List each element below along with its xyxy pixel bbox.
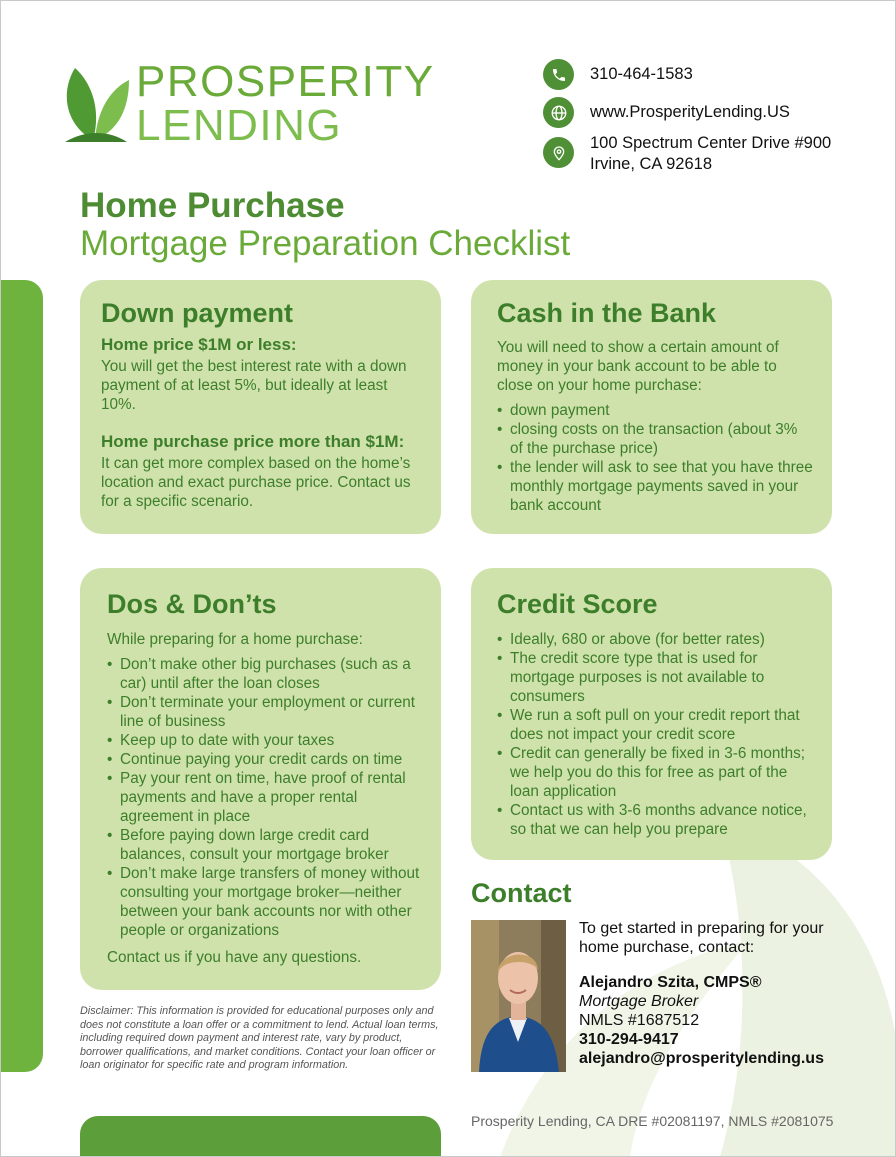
header-phone[interactable]: 310-464-1583 (590, 65, 693, 83)
page-title: Home Purchase (80, 186, 345, 225)
cash-heading: Cash in the Bank (497, 298, 717, 328)
disclaimer: Disclaimer: This information is provided for educational purposes only and does not constitute a loan offer or a commitment to lend. Actual loan terms, including required down payment and interest rate, vary by product, borrower qualifications, and market conditions. Contact your loan officer or loan originator for specific rate and program information. (80, 1005, 439, 1071)
address-line-2: Irvine, CA 92618 (590, 155, 712, 173)
list-item: • Ideally, 680 or above (for better rates) (497, 630, 814, 649)
contact-intro: To get started in preparing for your home purchase, contact: (579, 920, 824, 956)
footer-license: Prosperity Lending, CA DRE #02081197, NMLS #2081075 (471, 1113, 834, 1129)
list-item: • Credit can generally be fixed in 3-6 months; we help you do this for free as part of the loan application (497, 744, 814, 801)
dos-donts-card (80, 568, 441, 990)
address-line-1: 100 Spectrum Center Drive #900 (590, 134, 832, 152)
broker-role: Mortgage Broker (579, 993, 699, 1010)
list-item: • Pay your rent on time, have proof of rental payments and have a proper rental agreement in place (107, 769, 423, 826)
down-payment-text2: It can get more complex based on the home’s location and exact purchase price. Contact us for a specific scenario. (101, 455, 411, 510)
contact-info (579, 919, 839, 1068)
list-item: • closing costs on the transaction (about 3% of the purchase price) (497, 420, 814, 458)
broker-phone[interactable]: 310-294-9417 (579, 1031, 679, 1048)
broker-nmls: NMLS #1687512 (579, 1012, 700, 1029)
list-item: • Don’t make other big purchases (such as a car) until after the loan closes (107, 655, 423, 693)
dos-heading: Dos & Don’ts (107, 589, 277, 619)
contact-heading: Contact (471, 878, 572, 908)
bottom-accent-bar (80, 1116, 441, 1157)
left-accent-bar (0, 280, 43, 1072)
phone-icon (543, 59, 574, 90)
header-phone-row (543, 59, 693, 90)
credit-heading: Credit Score (497, 589, 658, 619)
dos-intro: While preparing for a home purchase: (107, 631, 363, 648)
down-payment-card (80, 280, 441, 534)
list-item: • Contact us with 3-6 months advance notice, so that we can help you prepare (497, 801, 814, 839)
dos-outro: Contact us if you have any questions. (107, 949, 362, 966)
dos-list (107, 655, 423, 940)
header-address-row (543, 134, 832, 173)
list-item: • We run a soft pull on your credit report that does not impact your credit score (497, 706, 814, 744)
down-payment-heading: Down payment (101, 298, 294, 328)
broker-photo (471, 920, 566, 1072)
globe-icon (543, 97, 574, 128)
logo-text-prosperity: PROSPERITY (136, 57, 435, 106)
broker-name: Alejandro Szita, CMPS® (579, 974, 762, 991)
list-item: • down payment (497, 401, 814, 420)
cash-list (497, 401, 814, 515)
down-payment-sub1: Home price $1M or less: (101, 335, 297, 354)
leaf-logo-icon (63, 60, 131, 144)
list-item: • Don’t make large transfers of money without consulting your mortgage broker—neither between your bank accounts nor with other people or organizations (107, 864, 423, 940)
header-address (590, 133, 831, 175)
broker-email[interactable]: alejandro@prosperitylending.us (579, 1050, 824, 1067)
cash-card (471, 280, 832, 534)
page-subtitle: Mortgage Preparation Checklist (80, 224, 571, 263)
brand-logo (63, 57, 435, 150)
map-pin-icon (543, 137, 574, 168)
logo-text-lending: LENDING (136, 101, 343, 150)
credit-list (497, 630, 814, 839)
list-item: • Before paying down large credit card balances, consult your mortgage broker (107, 826, 423, 864)
cash-intro: You will need to show a certain amount of money in your bank account to be able to close on your home purchase: (497, 339, 779, 394)
credit-score-card (471, 568, 832, 860)
header-website-row (543, 97, 790, 128)
list-item: • Keep up to date with your taxes (107, 731, 423, 750)
list-item: • Don’t terminate your employment or current line of business (107, 693, 423, 731)
list-item: • The credit score type that is used for mortgage purposes is not available to consumers (497, 649, 814, 706)
header-website[interactable]: www.ProsperityLending.US (590, 103, 790, 121)
list-item: • Continue paying your credit cards on time (107, 750, 423, 769)
down-payment-sub2: Home purchase price more than $1M: (101, 432, 405, 451)
down-payment-text1: You will get the best interest rate with a down payment of at least 5%, but ideally at least 10%. (101, 358, 407, 413)
list-item: • the lender will ask to see that you have three monthly mortgage payments saved in your bank account (497, 458, 814, 515)
